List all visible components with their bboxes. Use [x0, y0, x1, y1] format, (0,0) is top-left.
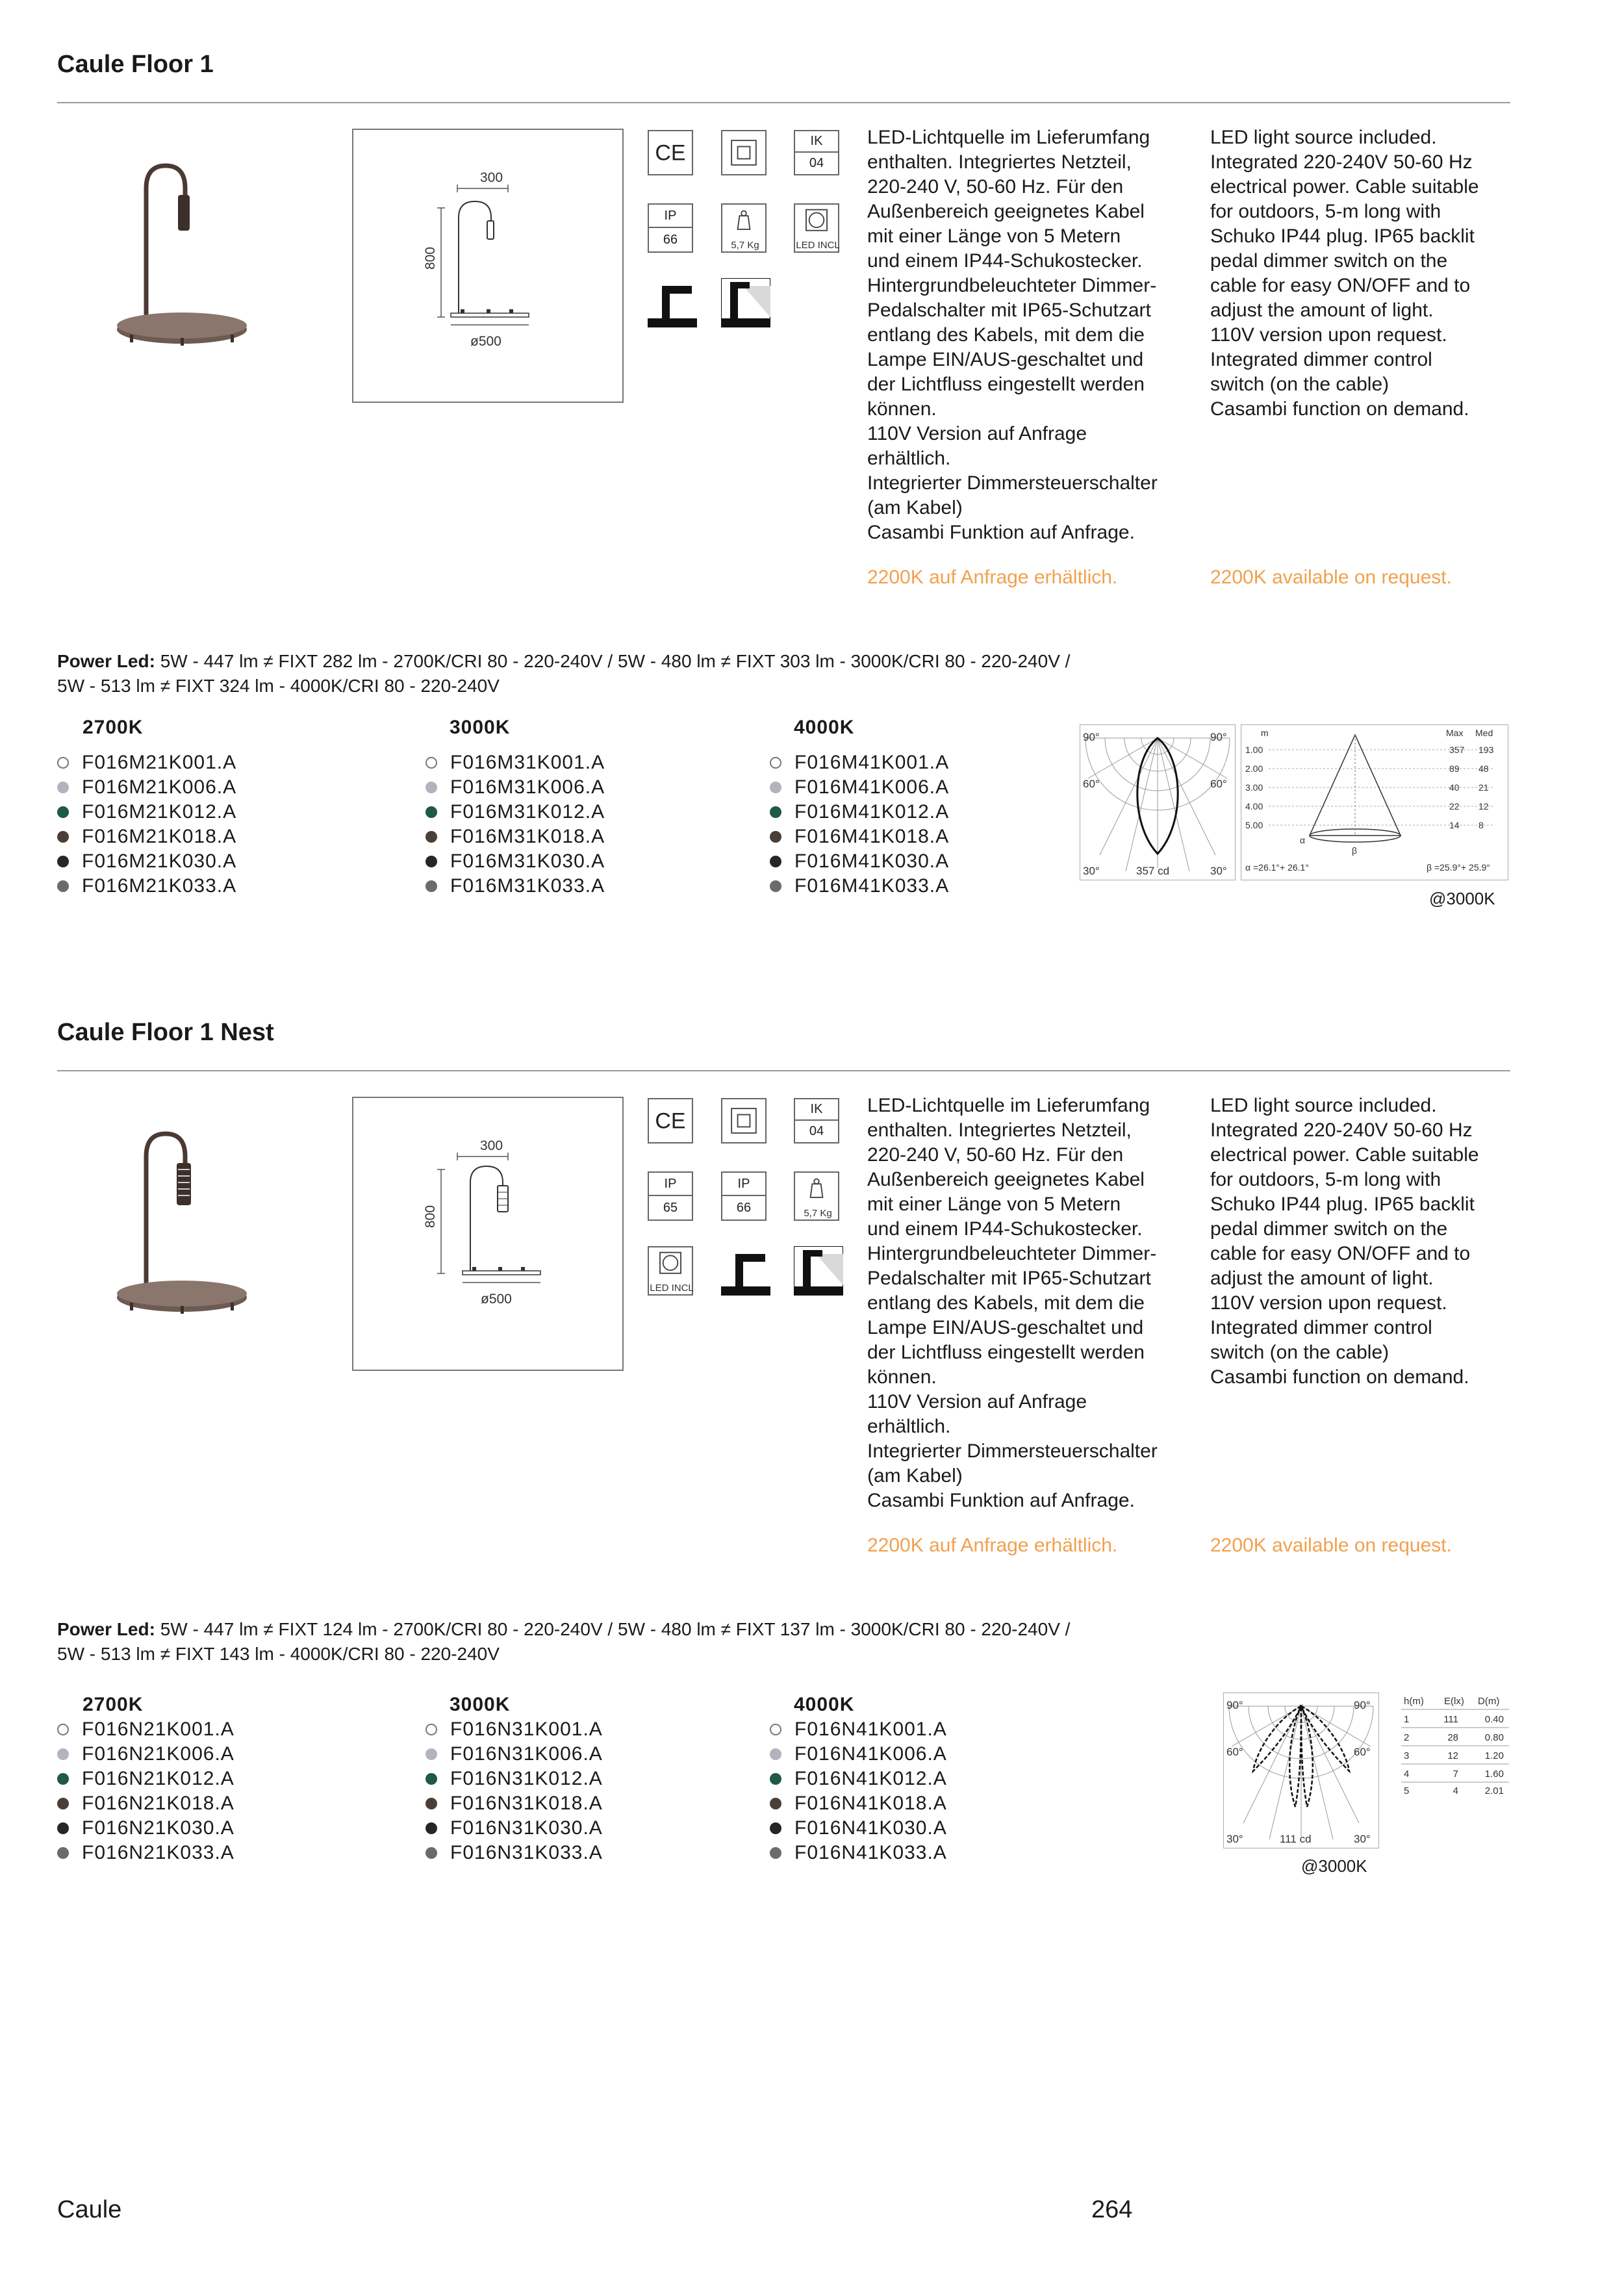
product-image — [104, 159, 260, 354]
finish-black-swatch — [57, 856, 69, 867]
code-row: F016N41K030.A — [770, 1816, 947, 1841]
cone-max-header: Max — [1446, 728, 1464, 738]
description-de: LED-Lichtquelle im Lieferumfang enthalten. Integriertes Netzteil, 220-240 V, 50-60 Hz. Für den Außenbereich geeignetes Kabel mit einer Länge von 5 Metern und einem IP44-Schukostecker. Hintergrundbeleuchteter Dimmer- Pedalschalter mit IP65-Schutzart entlang des Kabels, mit dem die Lampe EIN/AUS-geschaltet und der Lichtfluss eingestellt werden können. 110V Version auf Anfrage erhältlich. Integrierter Dimmersteuerschalter (am Kabel) Casambi Funktion auf Anfrage. — [867, 127, 1158, 543]
svg-text:7: 7 — [1453, 1769, 1458, 1780]
svg-text:4: 4 — [1453, 1785, 1458, 1796]
finish-green-swatch — [425, 806, 437, 818]
table-row — [1404, 1732, 1504, 1743]
code-row: F016N31K012.A — [425, 1767, 603, 1791]
polar-candela-label: 357 cd — [1136, 865, 1170, 877]
finish-green-swatch — [425, 1773, 437, 1785]
code-row: F016M21K001.A — [57, 750, 236, 775]
finish-black-swatch — [770, 856, 781, 867]
finish-white-swatch — [770, 1724, 781, 1735]
cone-alpha-range: α =26.1°+ 26.1° — [1245, 862, 1309, 873]
svg-text:CE: CE — [655, 140, 686, 166]
floor-installation-icon — [721, 1246, 770, 1296]
dim-height: 800 — [423, 246, 438, 270]
svg-text:1.60: 1.60 — [1484, 1769, 1504, 1780]
section-divider — [57, 102, 1510, 103]
light-direction-icon — [721, 278, 770, 327]
table-row — [1404, 1714, 1504, 1725]
section-title-caule-floor-1: Caule Floor 1 — [57, 51, 214, 78]
code-row: F016N21K012.A — [57, 1767, 235, 1791]
dim-base: ø500 — [470, 334, 501, 349]
ik-value: 04 — [809, 156, 824, 170]
svg-text:111: 111 — [1443, 1714, 1458, 1725]
polar-angle-label: 60° — [1083, 778, 1100, 790]
polar-angle-label: 60° — [1354, 1746, 1371, 1758]
column-header-2700k: 2700K — [82, 1694, 144, 1715]
code-list-4000k — [770, 1717, 947, 1865]
cone-med-value: 193 — [1478, 745, 1494, 755]
weight-label: 5,7 Kg — [804, 1208, 832, 1219]
led-incl-label: LED INCL — [796, 240, 840, 251]
column-header-2700k: 2700K — [82, 717, 144, 738]
code-list-4000k — [770, 750, 949, 899]
code-row: F016N31K006.A — [425, 1742, 603, 1767]
cone-med-value: 21 — [1478, 782, 1489, 793]
code-row: F016M41K012.A — [770, 800, 949, 824]
table-row — [1404, 1785, 1504, 1796]
column-header-3000k: 3000K — [450, 717, 511, 738]
cone-alpha-symbol: α — [1300, 835, 1306, 845]
ik-label: IK — [795, 1099, 838, 1121]
dim-height: 800 — [423, 1205, 438, 1228]
note-de: 2200K auf Anfrage erhältlich. — [867, 567, 1118, 588]
finish-green-swatch — [57, 806, 69, 818]
code-row: F016N31K001.A — [425, 1717, 603, 1742]
cone-med-header: Med — [1475, 728, 1493, 738]
finish-anthracite-swatch — [770, 880, 781, 892]
power-led-line-1: Power Led: 5W - 447 lm ≠ FIXT 282 lm - 2700K/CRI 80 - 220-240V / 5W - 480 lm ≠ FIXT 303 lm - 3000K/CRI 80 - 220-240V / — [57, 651, 1071, 671]
table-header: E(lx) — [1444, 1696, 1464, 1707]
ip65-rating-badge — [648, 1171, 693, 1221]
code-row: F016M31K012.A — [425, 800, 605, 824]
polar-angle-label: 60° — [1210, 778, 1227, 790]
finish-green-swatch — [770, 806, 781, 818]
led-included-icon — [648, 1246, 693, 1296]
power-led-line-2: 5W - 513 lm ≠ FIXT 324 lm - 4000K/CRI 80 - 220-240V — [57, 676, 500, 696]
class-ii-insulation-icon — [721, 130, 767, 175]
cone-unit-label: m — [1261, 728, 1269, 738]
diagram-reference-temp: @3000K — [1301, 1856, 1367, 1876]
code-row: F016M41K006.A — [770, 775, 949, 800]
svg-text:3: 3 — [1404, 1750, 1410, 1761]
ip-value: 66 — [663, 232, 678, 247]
table-row — [1404, 1750, 1504, 1761]
code-list-2700k — [57, 750, 236, 899]
ik-rating-badge — [794, 130, 839, 175]
finish-grey-swatch — [425, 1748, 437, 1760]
finish-white-swatch — [425, 757, 437, 769]
table-header: D(m) — [1478, 1696, 1500, 1707]
description-de: LED-Lichtquelle im Lieferumfang enthalten. Integriertes Netzteil, 220-240 V, 50-60 Hz. Für den Außenbereich geeignetes Kabel mit einer Länge von 5 Metern und einem IP44-Schukostecker. Hintergrundbeleuchteter Dimmer- Pedalschalter mit IP65-Schutzart entlang des Kabels, mit dem die Lampe EIN/AUS-geschaltet und der Lichtfluss eingestellt werden können. 110V Version auf Anfrage erhältlich. Integrierter Dimmersteuerschalter (am Kabel) Casambi Funktion auf Anfrage. — [867, 1095, 1158, 1511]
polar-angle-label: 60° — [1226, 1746, 1243, 1758]
dim-width: 300 — [480, 1138, 503, 1153]
code-row: F016M31K018.A — [425, 824, 605, 849]
code-row: F016M41K018.A — [770, 824, 949, 849]
finish-anthracite-swatch — [770, 1847, 781, 1859]
code-row: F016N31K030.A — [425, 1816, 603, 1841]
description-en: LED light source included. Integrated 220-240V 50-60 Hz electrical power. Cable suitable for outdoors, 5-m long with Schuko IP44 plug. IP65 backlit pedal dimmer switch on the cable for easy ON/OFF and to adjust the amount of light. 110V version upon request. Integrated dimmer control switch (on the cable) Casambi function on demand. — [1210, 127, 1479, 420]
code-row: F016N21K033.A — [57, 1841, 235, 1865]
power-led-line-2: 5W - 513 lm ≠ FIXT 143 lm - 4000K/CRI 80 - 220-240V — [57, 1644, 500, 1664]
finish-brown-swatch — [57, 831, 69, 843]
power-led-label: Power Led: — [57, 1619, 155, 1639]
polar-angle-label: 90° — [1083, 731, 1100, 743]
ik-label: IK — [795, 131, 838, 153]
ce-mark-icon — [648, 1098, 693, 1143]
ip-value: 65 — [663, 1200, 678, 1215]
code-row: F016N21K030.A — [57, 1816, 235, 1841]
svg-text:CE: CE — [655, 1108, 686, 1134]
polar-angle-label: 30° — [1354, 1833, 1371, 1845]
cone-med-value: 48 — [1478, 763, 1489, 774]
ip-label: IP — [649, 1173, 692, 1196]
table-header: h(m) — [1404, 1696, 1424, 1707]
finish-brown-swatch — [425, 1798, 437, 1809]
footer-collection-name: Caule — [57, 2196, 122, 2223]
finish-black-swatch — [425, 1822, 437, 1834]
finish-white-swatch — [425, 1724, 437, 1735]
weight-label: 5,7 Kg — [731, 240, 759, 251]
ip-value: 66 — [736, 1200, 752, 1215]
ik-value: 04 — [809, 1124, 824, 1138]
dim-width: 300 — [480, 170, 503, 185]
code-row: F016N31K033.A — [425, 1841, 603, 1865]
page-number: 264 — [1091, 2196, 1133, 2223]
cone-max-value: 22 — [1449, 801, 1460, 811]
code-row: F016N31K018.A — [425, 1791, 603, 1816]
ce-mark-icon — [648, 130, 693, 175]
cone-med-value: 12 — [1478, 801, 1489, 811]
cone-distance: 3.00 — [1245, 782, 1263, 793]
cone-max-value: 14 — [1449, 820, 1460, 830]
code-row: F016M41K030.A — [770, 849, 949, 874]
dimension-drawing — [352, 1097, 624, 1371]
polar-angle-label: 30° — [1210, 865, 1227, 877]
diagram-reference-temp: @3000K — [1429, 889, 1495, 908]
description-en: LED light source included. Integrated 220-240V 50-60 Hz electrical power. Cable suitable for outdoors, 5-m long with Schuko IP44 plug. IP65 backlit pedal dimmer switch on the cable for easy ON/OFF and to adjust the amount of light. 110V version upon request. Integrated dimmer control switch (on the cable) Casambi function on demand. — [1210, 1095, 1479, 1388]
finish-grey-swatch — [770, 1748, 781, 1760]
finish-brown-swatch — [770, 831, 781, 843]
dimension-drawing — [352, 129, 624, 403]
finish-grey-swatch — [57, 1748, 69, 1760]
svg-text:12: 12 — [1447, 1750, 1458, 1761]
code-row: F016M21K018.A — [57, 824, 236, 849]
ik-rating-badge — [794, 1098, 839, 1143]
svg-text:0.80: 0.80 — [1484, 1732, 1504, 1743]
illuminance-cone-diagram — [1241, 724, 1508, 880]
code-row: F016M21K006.A — [57, 775, 236, 800]
svg-text:2: 2 — [1404, 1732, 1410, 1743]
cone-beta-range: β =25.9°+ 25.9° — [1427, 862, 1490, 873]
svg-text:2.01: 2.01 — [1484, 1785, 1504, 1796]
code-row: F016N41K012.A — [770, 1767, 947, 1791]
finish-white-swatch — [57, 1724, 69, 1735]
polar-angle-label: 90° — [1226, 1699, 1243, 1711]
code-list-2700k — [57, 1717, 235, 1865]
svg-text:28: 28 — [1447, 1732, 1458, 1743]
power-led-label: Power Led: — [57, 651, 155, 671]
finish-white-swatch — [770, 757, 781, 769]
svg-text:0.40: 0.40 — [1484, 1714, 1504, 1725]
finish-grey-swatch — [57, 782, 69, 793]
polar-angle-label: 30° — [1083, 865, 1100, 877]
cone-med-value: 8 — [1478, 820, 1484, 830]
finish-black-swatch — [425, 856, 437, 867]
code-row: F016M31K001.A — [425, 750, 605, 775]
finish-brown-swatch — [425, 831, 437, 843]
code-row: F016N41K006.A — [770, 1742, 947, 1767]
note-en: 2200K available on request. — [1210, 1535, 1452, 1556]
code-row: F016N41K033.A — [770, 1841, 947, 1865]
product-image — [104, 1127, 260, 1322]
cone-distance: 4.00 — [1245, 801, 1263, 811]
weight-icon — [721, 203, 767, 253]
illuminance-table — [1400, 1693, 1510, 1796]
code-row: F016M31K006.A — [425, 775, 605, 800]
ip-rating-badge — [648, 203, 693, 253]
finish-grey-swatch — [425, 782, 437, 793]
code-row: F016M21K030.A — [57, 849, 236, 874]
finish-black-swatch — [57, 1822, 69, 1834]
led-incl-label: LED INCL — [650, 1283, 694, 1294]
floor-installation-icon — [648, 278, 697, 327]
code-row: F016M31K030.A — [425, 849, 605, 874]
note-de: 2200K auf Anfrage erhältlich. — [867, 1535, 1118, 1556]
led-included-icon — [794, 203, 839, 253]
light-direction-icon — [794, 1246, 843, 1296]
section-title-caule-floor-1-nest: Caule Floor 1 Nest — [57, 1019, 274, 1046]
code-row: F016M41K033.A — [770, 874, 949, 899]
finish-anthracite-swatch — [57, 880, 69, 892]
section-divider — [57, 1070, 1510, 1071]
finish-anthracite-swatch — [57, 1847, 69, 1859]
code-row: F016N41K001.A — [770, 1717, 947, 1742]
cone-distance: 1.00 — [1245, 745, 1263, 755]
finish-anthracite-swatch — [425, 880, 437, 892]
polar-angle-label: 90° — [1354, 1699, 1371, 1711]
ip66-rating-badge — [721, 1171, 767, 1221]
code-row: F016M41K001.A — [770, 750, 949, 775]
column-header-3000k: 3000K — [450, 1694, 511, 1715]
cone-max-value: 357 — [1449, 745, 1465, 755]
polar-angle-label: 90° — [1210, 731, 1227, 743]
polar-angle-label: 30° — [1226, 1833, 1243, 1845]
polar-light-distribution-diagram — [1080, 724, 1236, 880]
cone-max-value: 89 — [1449, 763, 1460, 774]
finish-brown-swatch — [57, 1798, 69, 1809]
code-row: F016M21K012.A — [57, 800, 236, 824]
code-row: F016N21K001.A — [57, 1717, 235, 1742]
note-en: 2200K available on request. — [1210, 567, 1452, 588]
finish-black-swatch — [770, 1822, 781, 1834]
class-ii-insulation-icon — [721, 1098, 767, 1143]
svg-text:5: 5 — [1404, 1785, 1410, 1796]
cone-distance: 2.00 — [1245, 763, 1263, 774]
column-header-4000k: 4000K — [794, 1694, 855, 1715]
code-row: F016M31K033.A — [425, 874, 605, 899]
table-row — [1404, 1769, 1504, 1780]
finish-white-swatch — [57, 757, 69, 769]
finish-grey-swatch — [770, 782, 781, 793]
code-row: F016M21K033.A — [57, 874, 236, 899]
code-row: F016N41K018.A — [770, 1791, 947, 1816]
ip-label: IP — [722, 1173, 765, 1196]
svg-text:1.20: 1.20 — [1484, 1750, 1504, 1761]
finish-anthracite-swatch — [425, 1847, 437, 1859]
svg-text:4: 4 — [1404, 1769, 1410, 1780]
cone-max-value: 40 — [1449, 782, 1460, 793]
finish-green-swatch — [770, 1773, 781, 1785]
cone-distance: 5.00 — [1245, 820, 1263, 830]
finish-brown-swatch — [770, 1798, 781, 1809]
cone-beta-symbol: β — [1352, 845, 1358, 856]
polar-candela-label: 111 cd — [1280, 1833, 1312, 1845]
ip-label: IP — [649, 205, 692, 228]
dim-base: ø500 — [481, 1292, 512, 1307]
polar-light-distribution-diagram — [1223, 1693, 1379, 1848]
finish-green-swatch — [57, 1773, 69, 1785]
code-row: F016N21K006.A — [57, 1742, 235, 1767]
code-list-3000k — [425, 750, 605, 899]
svg-text:1: 1 — [1404, 1714, 1410, 1725]
code-list-3000k — [425, 1717, 603, 1865]
weight-icon — [794, 1171, 839, 1221]
column-header-4000k: 4000K — [794, 717, 855, 738]
power-led-line-1: Power Led: 5W - 447 lm ≠ FIXT 124 lm - 2700K/CRI 80 - 220-240V / 5W - 480 lm ≠ FIXT 137 lm - 3000K/CRI 80 - 220-240V / — [57, 1619, 1071, 1639]
code-row: F016N21K018.A — [57, 1791, 235, 1816]
